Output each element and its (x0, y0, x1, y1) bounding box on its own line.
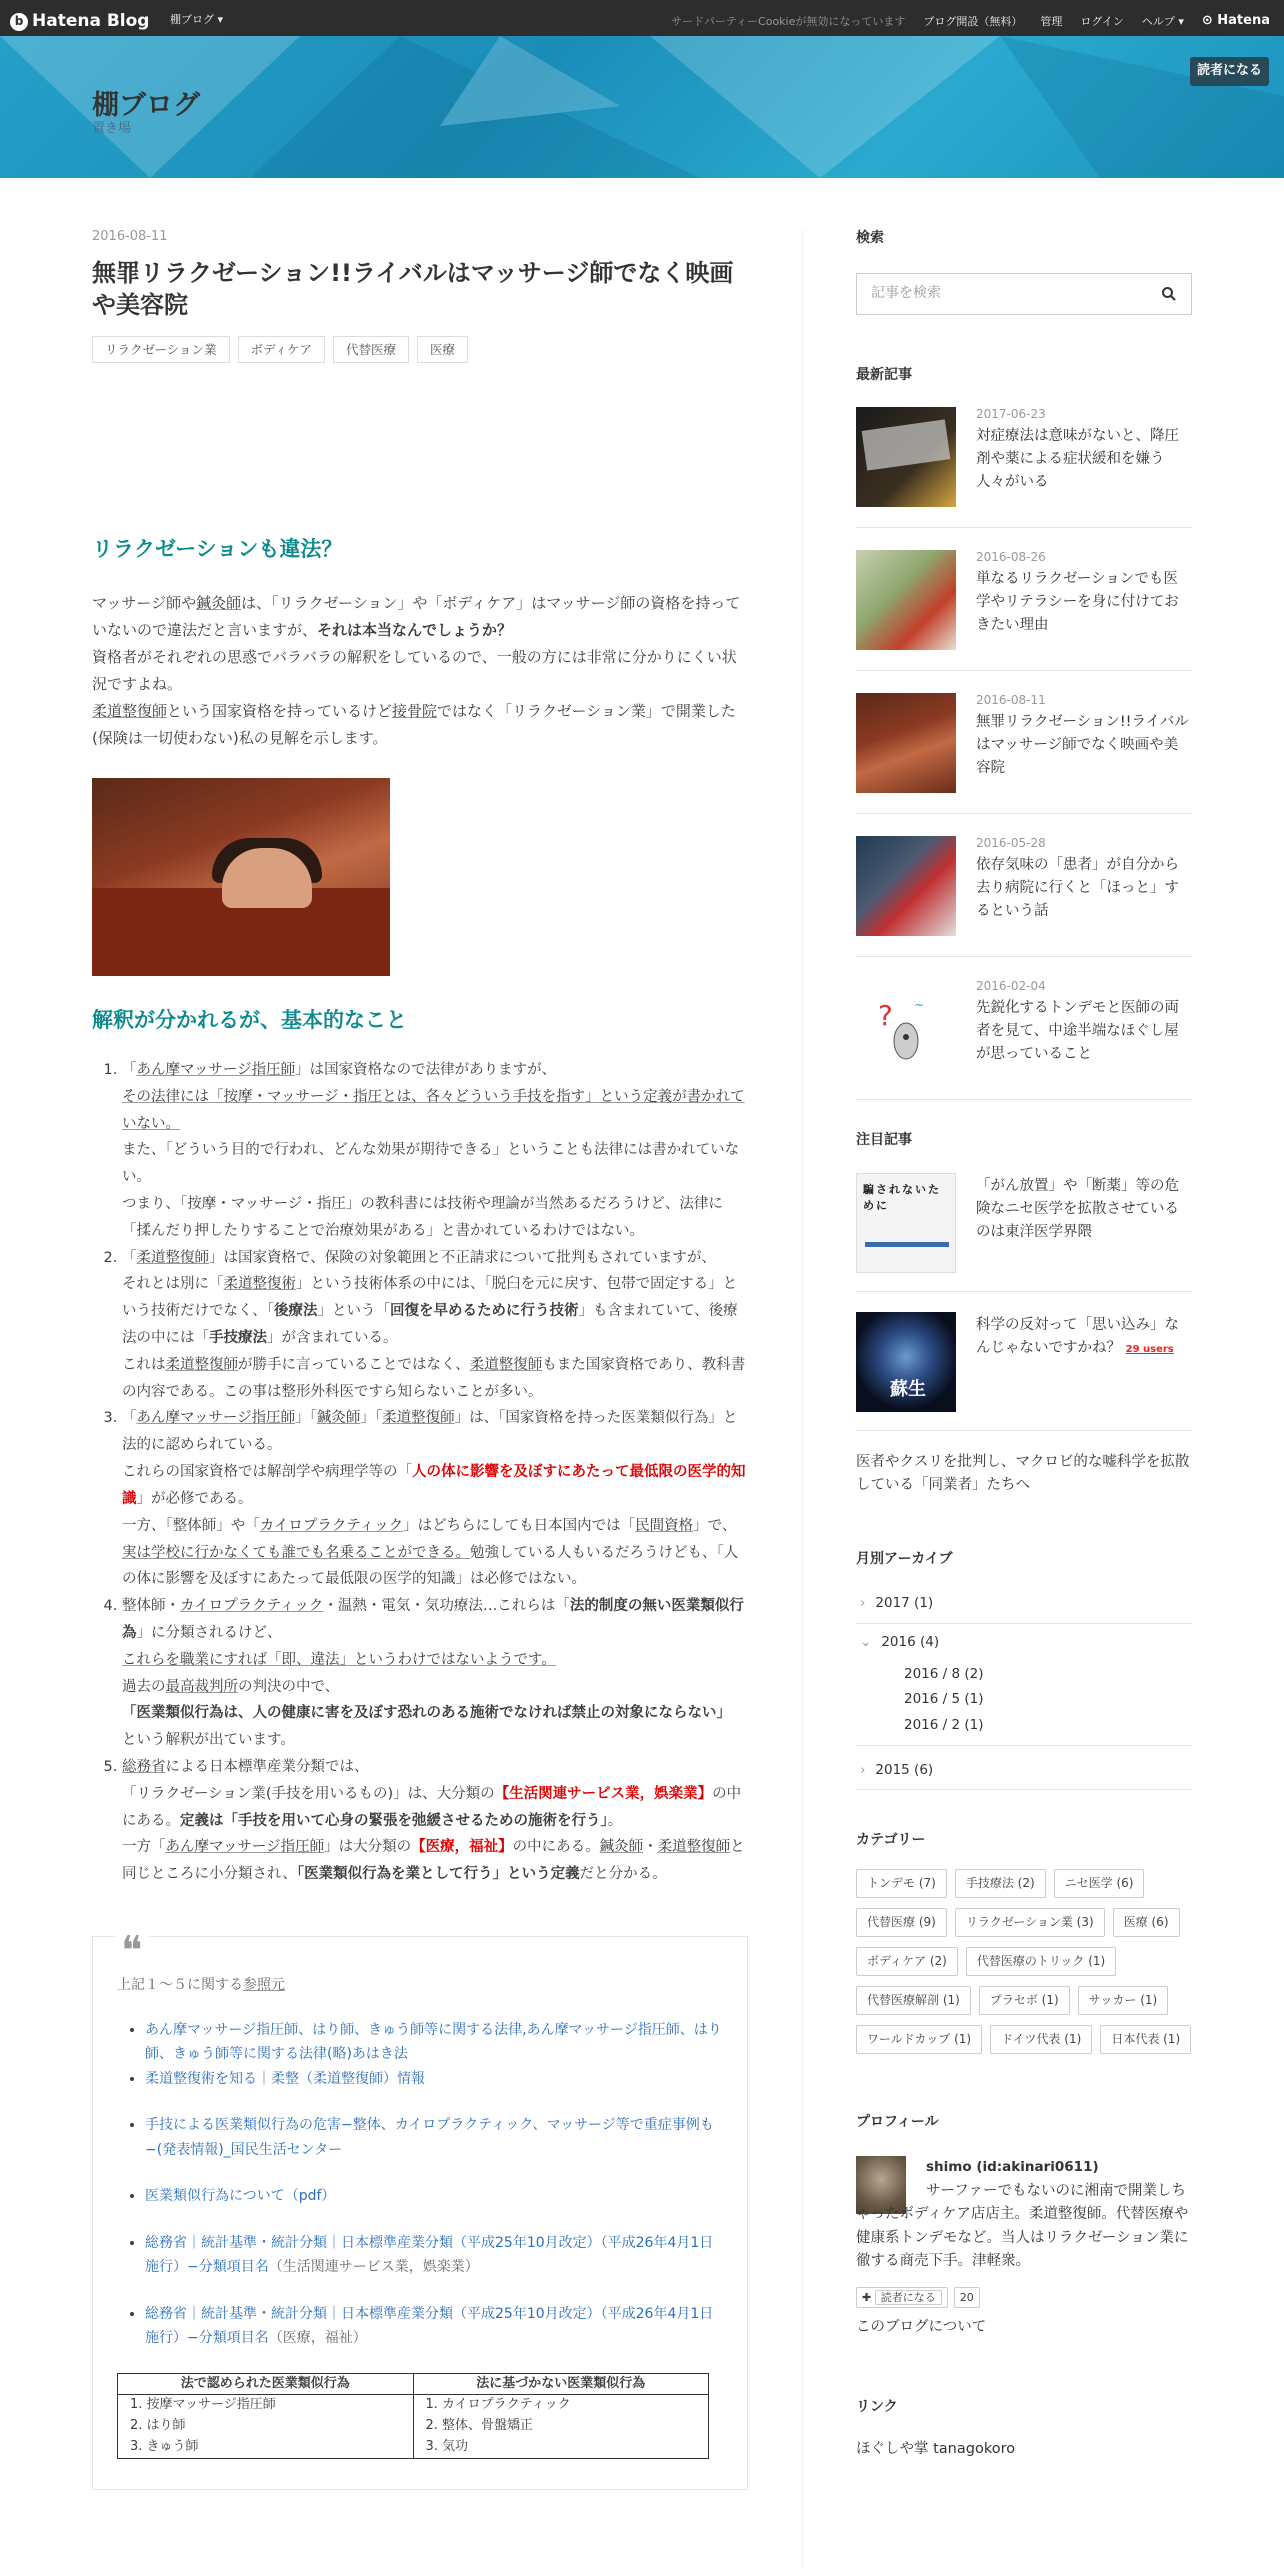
category-tag[interactable]: 代替医療解剖 (1) (856, 1986, 971, 2015)
archive-month[interactable]: 2016 / 2 (1) (904, 1716, 984, 1733)
entry-title[interactable]: 無罪リラクゼーション!!ライバルはマッサージ師でなく映画や美容院 (92, 258, 734, 320)
reference-link[interactable]: 総務省｜統計基準・統計分類｜日本標準産業分類（平成25年10月改定）（平成26年4月1日施行）−分類項目名 (145, 2305, 714, 2347)
keyword-link[interactable]: あん摩マッサージ指圧師 (136, 1061, 296, 1078)
category-tag[interactable]: 医療 (417, 336, 468, 364)
archive-year-2016[interactable]: ⌄ 2016 (4) (856, 1624, 1192, 1662)
category-tag[interactable]: リラクゼーション業 (92, 336, 230, 364)
keyword-link[interactable]: 柔道整復師 (657, 1839, 731, 1856)
chevron-right-icon[interactable]: › (860, 1595, 866, 1612)
keyword-link[interactable]: 最高裁判所 (165, 1678, 238, 1695)
recent-entry[interactable]: 2016-08-11 無罪リラクゼーション!!ライバルはマッサージ師でなく映画や美容院 (856, 693, 1192, 814)
reference-link-item: • 総務省｜統計基準・統計分類｜日本標準産業分類（平成25年10月改定）（平成26年4月1日施行）−分類項目名（生活関連サービス業，娯楽業） (145, 2231, 723, 2280)
massage-photo (92, 778, 390, 976)
keyword-link[interactable]: あん摩マッサージ指圧師 (136, 1410, 296, 1427)
column-divider (802, 230, 803, 2568)
about-blog-link[interactable]: このブログについて (856, 2319, 987, 2336)
profile-subscribe (856, 2287, 980, 2308)
list-item: 2. 「柔道整復師」は国家資格で、保険の対象範囲と不正請求について批判もされていますが、 それとは別に「柔道整復術」という技術体系の中には、「脱臼を元に戻す、包帯で固定する」という技術だけでなく、「後療法」という「回復を早めるために行う技術」も含まれていて、後療法の中には「手技療法」が含まれている。 これは柔道整復師が勝手に言っていることではなく、柔道整復師もまた国家資格であり、教科書の内容である。この事は整形外科医ですら知らないことが多い。 (122, 1245, 748, 1406)
recent-entry[interactable]: ? ~ 2016-02-04 先鋭化するトンデモと医師の両者を見て、中途半端なほぐし屋が思っていること (856, 979, 1192, 1100)
confused-character-icon (856, 979, 956, 1079)
popular-entry[interactable] (856, 1312, 1192, 1431)
hatena-topbar (0, 0, 1284, 36)
reference-link[interactable]: 総務省｜統計基準・統計分類｜日本標準産業分類（平成25年10月改定）（平成26年4月1日施行）−分類項目名 (145, 2234, 714, 2276)
archive-month[interactable]: 2016 / 8 (2) (904, 1665, 984, 1682)
keyword-link[interactable]: カイロプラクティック (180, 1598, 324, 1615)
start-blog-link[interactable]: ブログ開設（無料） (923, 14, 1023, 28)
reference-links (145, 2018, 723, 2351)
recent-entry-title[interactable]: 依存気味の「患者」が自分から去り病院に行くと「ほっと」するという話 (976, 856, 1179, 919)
chevron-right-icon[interactable]: › (860, 1761, 866, 1778)
keyword-link[interactable]: 柔道整復術 (223, 1276, 296, 1293)
search-icon[interactable] (1161, 286, 1177, 302)
medical-practice-table (117, 2373, 709, 2459)
list-item: 5. 総務省による日本標準産業分類では、 「リラクゼーション業(手技を用いるもの)」は、大分類の【生活関連サービス業，娯楽業】の中にある。定義は「手技を用いて心身の緊張を弛緩させるための施術を行う」。 一方「あん摩マッサージ指圧師」は大分類の【医療，福祉】の中にある。鍼灸師・柔道整復師と同じところに小分類され、「医業類似行為を業として行う」という定義だと分かる。 (122, 1754, 748, 1888)
archive-month[interactable]: 2016 / 5 (1) (904, 1691, 984, 1708)
reference-link[interactable]: 医業類似行為について（pdf） (145, 2188, 336, 2205)
entry-thumbnail[interactable] (856, 407, 956, 507)
archive-months (856, 1662, 1192, 1745)
hatena-brand-link[interactable]: ⊙ Hatena (1201, 13, 1270, 28)
login-link[interactable]: ログイン (1080, 14, 1124, 28)
reference-link-item (145, 2184, 723, 2209)
reference-link-item (145, 2067, 723, 2092)
category-tag[interactable]: リラクゼーション業 (3) (955, 1908, 1105, 1937)
popular-heading: 注目記事 (856, 1132, 912, 1148)
reference-link[interactable]: 柔道整復術を知る｜柔整（柔道整復師）情報 (145, 2070, 425, 2087)
category-tag[interactable]: トンデモ (7) (856, 1869, 947, 1898)
svg-text:?: ? (878, 999, 893, 1032)
keyword-link[interactable]: 柔道整復師 (92, 702, 168, 721)
quote-title: 上記１～５に関する参照元 (117, 1977, 285, 1994)
quote-icon: ❝ (115, 1931, 149, 1971)
category-tag[interactable]: 医療 (6) (1113, 1908, 1180, 1937)
category-tag[interactable]: ボディケア (2) (856, 1947, 958, 1976)
links-heading: リンク (856, 2398, 898, 2415)
subscriber-count: 20 (954, 2287, 980, 2308)
recent-entry-title[interactable]: 対症療法は意味がないと、降圧剤や薬による症状緩和を嫌う人々がいる (976, 427, 1179, 490)
admin-link[interactable]: 管理 (1040, 14, 1063, 28)
category-heading: カテゴリー (856, 1832, 926, 1849)
popular-entry-title[interactable]: 科学の反対って「思い込み」なんじゃないですかね？ 29 users (976, 1316, 1179, 1356)
category-tag[interactable]: ボディケア (238, 336, 326, 364)
category-tag[interactable]: ワールドカップ (1) (856, 2025, 982, 2054)
category-tag[interactable]: ニセ医学 (6) (1054, 1869, 1145, 1898)
table-header: 法に基づかない医業類似行為 (413, 2373, 709, 2395)
keyword-link[interactable]: 民間資格 (635, 1517, 694, 1534)
entry-thumbnail[interactable]: 騙されないために (856, 1173, 956, 1273)
reference-link-item (145, 2113, 723, 2162)
profile-heading: プロフィール (856, 2113, 939, 2130)
category-tag[interactable]: 代替医療 (9) (856, 1908, 947, 1937)
keyword-link[interactable]: 柔道整復師 (165, 1356, 238, 1373)
keyword-link[interactable]: 接骨院 (392, 702, 438, 721)
archive-heading: 月別アーカイブ (856, 1550, 953, 1567)
blog-title[interactable]: 棚ブログ (92, 90, 200, 121)
entry-categories (92, 336, 748, 364)
entry-thumbnail[interactable] (856, 836, 956, 936)
entry-article (92, 226, 748, 2490)
category-tags (856, 1869, 1196, 2054)
section-heading: 解釈が分かれるが、基本的なこと (92, 1008, 407, 1033)
keyword-link[interactable]: 総務省 (122, 1759, 166, 1776)
entry-thumbnail[interactable] (856, 979, 956, 1079)
reference-link[interactable]: あん摩マッサージ指圧師、はり師、きゅう師等に関する法律,あん摩マッサージ指圧師、はり師、きゅう師等に関する法律(略)あはき法 (145, 2021, 722, 2063)
category-tag[interactable]: 代替医療 (333, 336, 409, 364)
keyword-link[interactable]: 鍼灸師 (316, 1410, 361, 1427)
reference-link[interactable]: 手技による医業類似行為の危害−整体、カイロプラクティック、マッサージ等で重症事例も−(発表情報)_国民生活センター (145, 2117, 714, 2158)
keyword-link[interactable]: あん摩マッサージ指圧師 (165, 1839, 325, 1856)
bookmark-users-badge[interactable]: 29 users (1125, 1343, 1174, 1355)
explanation-list (122, 1057, 748, 1888)
table-cell: 1. カイロプラクティック 2. 整体、骨盤矯正 3. 気功 (413, 2395, 709, 2458)
reference-link-item (145, 2018, 723, 2067)
keyword-link[interactable]: 柔道整復師 (469, 1356, 543, 1373)
archive-list (856, 1585, 1192, 1790)
search-heading: 検索 (856, 230, 884, 246)
keyword-link[interactable]: 参照元 (243, 1977, 285, 1994)
hatena-blog-logo[interactable]: b Hatena Blog (10, 7, 149, 37)
table-cell: 1. 按摩マッサージ指圧師 2. はり師 3. きゅう師 (118, 2395, 414, 2458)
category-tag[interactable]: 日本代表 (1) (1100, 2025, 1191, 2054)
hatena-b-icon: ⊙ (1201, 13, 1218, 28)
keyword-link[interactable]: 柔道整復師 (382, 1410, 455, 1427)
profile-bio: サーファーでもないのに湘南で開業しちゃったボディケア店店主。柔道整復師。代替医療や健康系トンデモなど。当人はリラクゼーション業に徹する商売下手。津軽衆。 (856, 2183, 1189, 2269)
list-item: 4. 整体師・カイロプラクティック・温熱・電気・気功療法…これらは「法的制度の無い医業類似行為」に分類されるけど、 これらを職業にすれば「即、違法」というわけではないようです。 過去の最高裁判所の判決の中で、 「医業類似行為は、人の健康に害を及ぼす恐れのある施術でなければ禁止の対象にならない」 という解釈が出ています。 (122, 1593, 748, 1754)
entry-thumbnail[interactable] (856, 550, 956, 650)
subscribe-small-button[interactable]: ✚ 読者になる (856, 2287, 948, 2308)
archive-year-2015[interactable]: › 2015 (6) (856, 1752, 1192, 1791)
blog-header (0, 36, 1284, 178)
svg-text:~: ~ (914, 998, 925, 1012)
cookie-notice: サードパーティーCookieが無効になっています (671, 14, 906, 28)
recent-heading: 最新記事 (856, 366, 912, 383)
subscribe-button[interactable]: 読者になる (1190, 57, 1269, 86)
blog-description: 置き場 (92, 121, 132, 136)
keyword-link[interactable]: 鍼灸師 (599, 1839, 644, 1856)
list-item: 3. 「あん摩マッサージ指圧師」「鍼灸師」「柔道整復師」は、「国家資格を持った医業類似行為」と法的に認められている。 これらの国家資格では解剖学や病理学等の「人の体に影響を及ぼすにあたって最低限の医学的知識」が必修である。 一方、「整体師」や「カイロプラクティック」はどちらにしても日本国内では「民間資格」で、実は学校に行かなくても誰でも名乗ることができる。勉強している人もいるだろうけども、「人の体に影響を及ぼすにあたって最低限の医学的知識」は必修ではない。 (122, 1405, 748, 1593)
archive-year-2017[interactable]: › 2017 (1) (856, 1585, 1192, 1624)
keyword-link[interactable]: 鍼灸師 (196, 594, 242, 613)
recent-entry-title[interactable]: 無罪リラクゼーション!!ライバルはマッサージ師でなく映画や美容院 (976, 713, 1189, 776)
category-tag[interactable]: サッカー (1) (1078, 1986, 1169, 2015)
entry-thumbnail[interactable] (856, 693, 956, 793)
table-header: 法で認められた医業類似行為 (118, 2373, 414, 2395)
hatena-logo-icon: b (10, 13, 28, 31)
keyword-link[interactable]: 柔道整復師 (136, 1249, 209, 1266)
popular-entry-title[interactable]: 「がん放置」や「断薬」等の危険なニセ医学を拡散させているのは東洋医学界隈 (976, 1177, 1179, 1240)
section-heading: リラクゼーションも違法？ (92, 537, 343, 562)
reference-link-item: • 総務省｜統計基準・統計分類｜日本標準産業分類（平成25年10月改定）（平成26年4月1日施行）−分類項目名（医療，福祉） (145, 2302, 723, 2351)
recent-entry[interactable]: 2016-05-28 依存気味の「患者」が自分から去り病院に行くと「ほっと」するという話 (856, 836, 1192, 957)
sidebar (856, 226, 1192, 2462)
reference-blockquote (92, 1928, 748, 2490)
category-tag[interactable]: プラセボ (1) (979, 1986, 1070, 2015)
recent-entries (856, 407, 1192, 1100)
blog-menu-dropdown[interactable]: 棚ブログ ▾ (170, 13, 224, 26)
list-item: 1. 「あん摩マッサージ指圧師」は国家資格なので法律がありますが、 その法律には「按摩・マッサージ・指圧とは、各々どういう手技を指す」という定義が書かれていない。 また、「どういう目的で行われ、どんな効果が期待できる」ということも法律には書かれていない。 つまり、「按摩・マッサージ・指圧」の教科書には技術や理論が当然あるだろうけど、法律に「揉んだり押したりすることで治療効果がある」と書かれているわけではない。 (122, 1057, 748, 1245)
profile-name[interactable]: shimo (id:akinari0611) (926, 2159, 1099, 2176)
recent-entry[interactable]: 2016-08-26 単なるリラクゼーションでも医学やリテラシーを身に付けておきたい理由 (856, 550, 1192, 671)
help-menu[interactable]: ヘルプ ▾ (1141, 14, 1184, 28)
recent-entry[interactable]: 2017-06-23 対症療法は意味がないと、降圧剤や薬による症状緩和を嫌う人々がいる (856, 407, 1192, 528)
popular-entry[interactable] (856, 1173, 1192, 1292)
entry-date[interactable]: 2016-08-11 (92, 229, 168, 244)
popular-entry-title[interactable]: 医者やクスリを批判し、マクロビ的な嘘科学を拡散している「同業者」たちへ (856, 1453, 1190, 1493)
external-link[interactable]: ほぐしや掌 tanagokoro (856, 2441, 1016, 2458)
popular-entries (856, 1173, 1192, 1497)
recent-entry-title[interactable]: 先鋭化するトンデモと医師の両者を見て、中途半端なほぐし屋が思っていること (976, 999, 1179, 1062)
category-tag[interactable]: 手技療法 (2) (955, 1869, 1046, 1898)
category-tag[interactable]: ドイツ代表 (1) (990, 2025, 1092, 2054)
search-input[interactable]: 記事を検索 (856, 273, 1192, 315)
recent-entry-title[interactable]: 単なるリラクゼーションでも医学やリテラシーを身に付けておきたい理由 (976, 570, 1179, 633)
category-tag[interactable]: 代替医療のトリック (1) (966, 1947, 1116, 1976)
entry-thumbnail[interactable]: 蘇生 (856, 1312, 956, 1412)
chevron-down-icon[interactable]: ⌄ (860, 1634, 872, 1651)
intro-paragraph: マッサージ師や鍼灸師は、「リラクゼーション」や「ボディケア」はマッサージ師の資格を持っていないので違法だと言いますが、それは本当なんでしょうか？ 資格者がそれぞれの思惑でバラバラの解釈をしているので、一般の方には非常に分かりにくい状況ですよね。 柔道整復師という国家資格を持っているけど接骨院ではなく「リラクゼーション業」で開業した(保険は一切使わない)私の見解を示します。 (92, 594, 741, 748)
keyword-link[interactable]: カイロプラクティック (259, 1517, 404, 1534)
